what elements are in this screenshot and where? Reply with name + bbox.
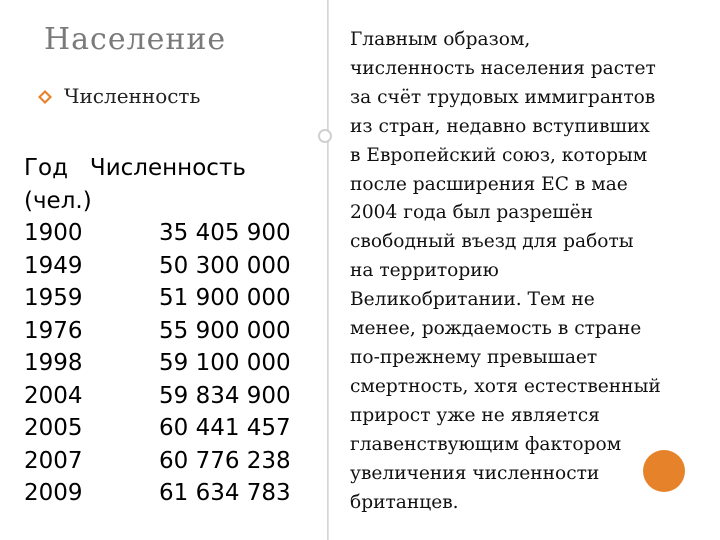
year-cell: 1900 xyxy=(24,220,83,246)
year-cell: 1949 xyxy=(24,252,83,279)
accent-circle xyxy=(643,450,685,492)
table-header: Год Численность xyxy=(24,155,246,181)
year-cell: 1998 xyxy=(24,350,83,376)
year-cell: 2004 xyxy=(24,382,83,409)
slide-title: Население xyxy=(44,22,227,57)
year-cell: 2005 xyxy=(24,415,83,441)
table-row xyxy=(24,250,291,283)
year-cell: 1959 xyxy=(24,285,83,311)
population-cell: 60 441 457 xyxy=(159,415,291,441)
bullet-item xyxy=(38,84,200,108)
table-row xyxy=(24,315,291,348)
population-cell: 51 900 000 xyxy=(159,285,291,311)
table-row xyxy=(24,412,291,445)
column-divider xyxy=(322,0,332,540)
population-cell: 59 100 000 xyxy=(159,350,291,376)
table-row xyxy=(24,217,291,250)
population-cell: 55 900 000 xyxy=(159,317,291,344)
table-row xyxy=(24,282,291,315)
table-row xyxy=(24,477,291,510)
diamond-bullet-icon xyxy=(38,89,52,103)
population-cell: 50 300 000 xyxy=(159,252,291,279)
population-cell: 35 405 900 xyxy=(159,220,291,246)
description-text: Главным образом, численность населения растет за счёт трудовых иммигрантов из стран, недавно вступивших в Европейский союз, которым после расширения ЕС в мае 2004 года был разрешён свободный въезд для работы на территорию Великобритании. Тем не менее, рождаемость в стране по-прежнему превышает смертность, хотя естественный прирост уже не является главенствующим фактором увеличения численности британцев. xyxy=(350,29,661,513)
population-cell: 59 834 900 xyxy=(159,382,291,409)
table-row xyxy=(24,347,291,380)
table-header-unit: (чел.) xyxy=(24,187,92,214)
divider-knot xyxy=(318,129,332,143)
year-cell: 1976 xyxy=(24,317,83,344)
population-cell: 60 776 238 xyxy=(159,447,291,474)
year-cell: 2009 xyxy=(24,480,83,506)
year-cell: 2007 xyxy=(24,447,83,474)
population-table xyxy=(24,152,291,510)
table-row xyxy=(24,380,291,413)
population-cell: 61 634 783 xyxy=(159,480,291,506)
bullet-text: Численность xyxy=(64,84,201,108)
table-row xyxy=(24,445,291,478)
